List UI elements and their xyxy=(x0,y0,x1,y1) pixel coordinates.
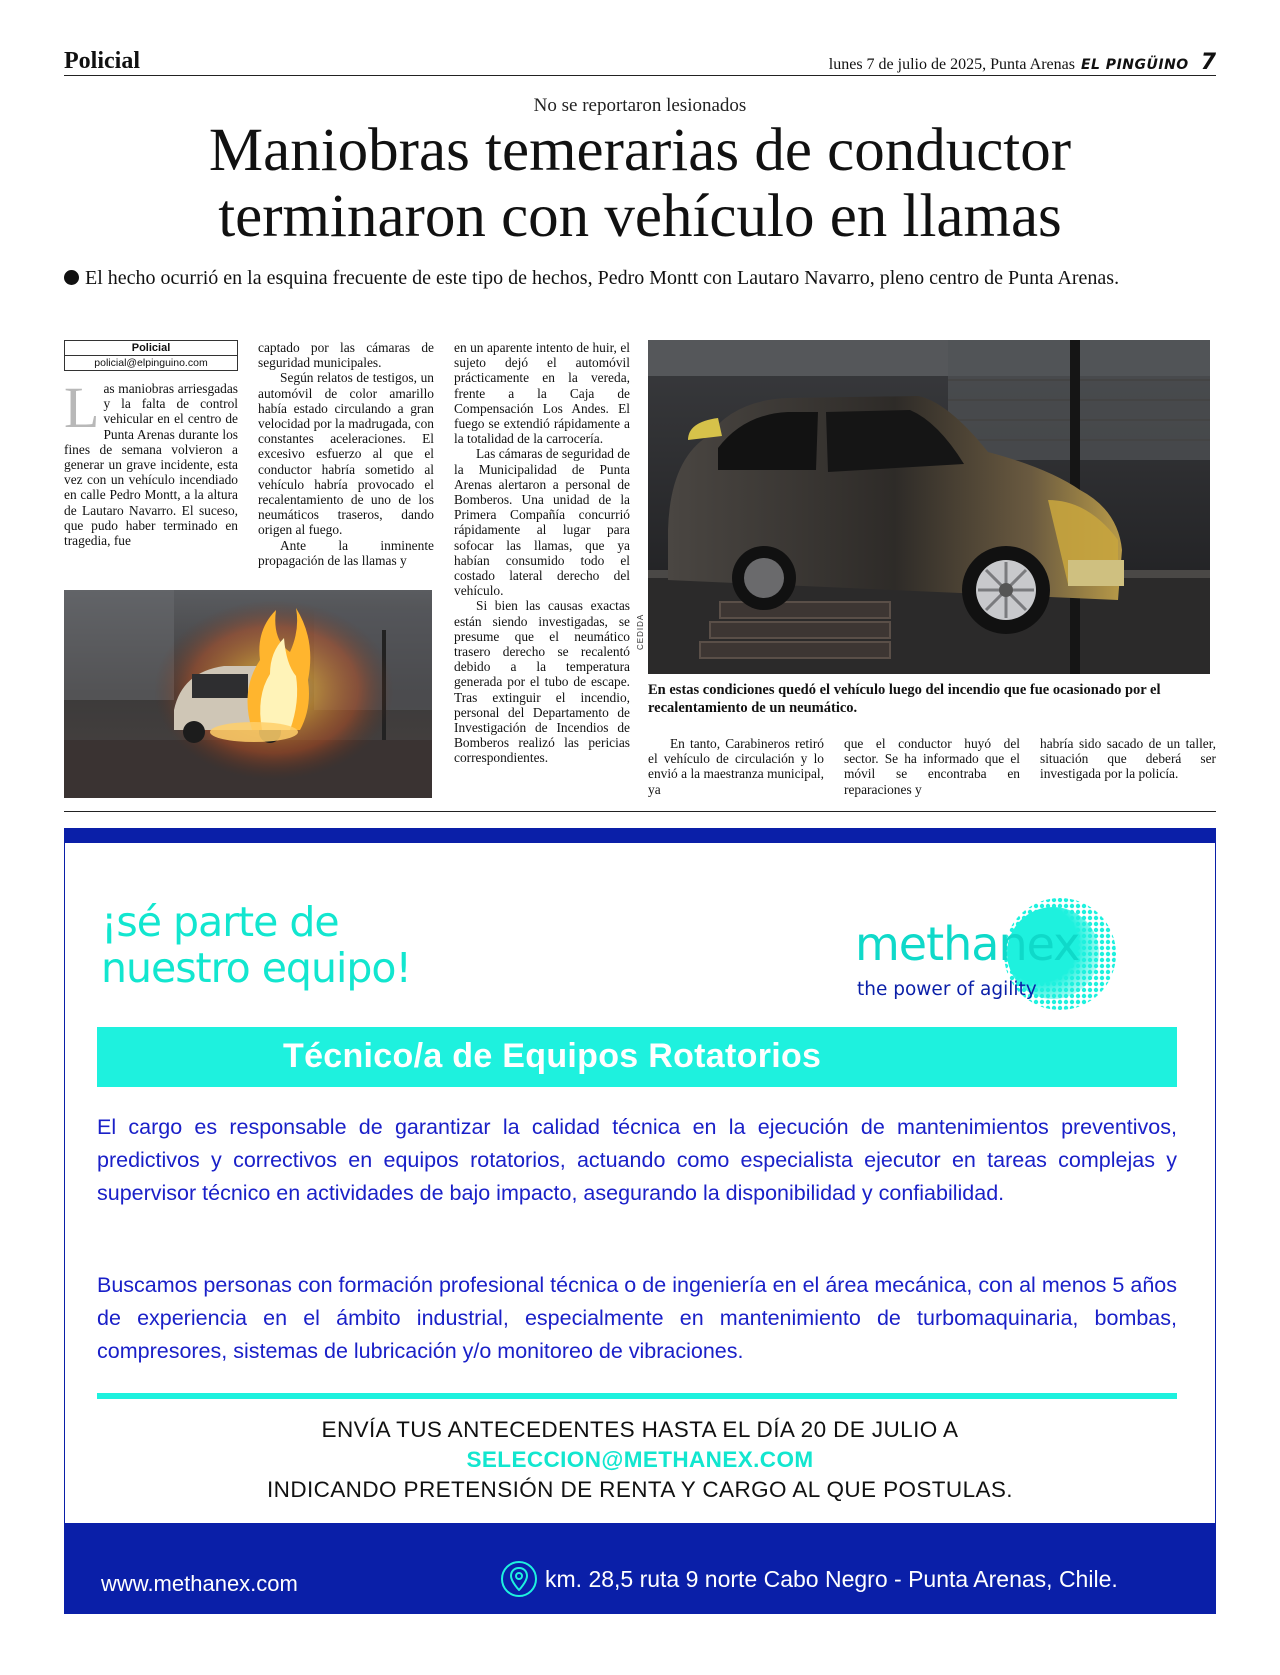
paragraph: En tanto, Carabineros retiró el vehículo de circulación y lo envió a la maestranza municipal, ya xyxy=(648,736,824,797)
issue-date: lunes 7 de julio de 2025, Punta Arenas xyxy=(828,56,1075,73)
cta-deadline: ENVÍA TUS ANTECEDENTES HASTA EL DÍA 20 DE JULIO A xyxy=(321,1417,959,1442)
article-column-1 xyxy=(64,340,238,548)
article-column-3 xyxy=(454,340,630,766)
drop-cap: L xyxy=(64,375,100,440)
article-column-5 xyxy=(844,736,1020,797)
divider xyxy=(64,811,1216,812)
article-headline xyxy=(64,118,1216,250)
job-description: El cargo es responsable de garantizar la calidad técnica en la ejecución de mantenimientos preventivos, predictivos y correctivos en equipos rotatorios, actuando como especialista ejecutor en tareas complejas y supervisor técnico en actividades de bajo impacto, asegurando la disponibilidad y confiabilidad. xyxy=(97,1115,1177,1205)
slogan-line-2: nuestro equipo! xyxy=(101,944,411,992)
paragraph-text: as maniobras arriesgadas y la falta de control vehicular en el centro de Punta Arenas durante los fines de semana volvieron a generar un grave incidente, esta vez con un vehículo incendiado en calle Pedro Montt, a la altura de Lautaro Navarro. El suceso, que pudo haber terminado en tragedia, fue xyxy=(64,381,238,549)
newspaper-name: EL PINGÜINO xyxy=(1080,57,1189,73)
website-link[interactable]: www.methanex.com xyxy=(101,1571,298,1596)
location-pin-icon xyxy=(501,1561,537,1597)
methanex-job-ad xyxy=(64,828,1216,1614)
job-title: Técnico/a de Equipos Rotatorios xyxy=(283,1037,822,1075)
paragraph: Las cámaras de seguridad de la Municipalidad de Punta Arenas alertaron a personal de Bomberos. Una unidad de la Primera Compañía concurrió rápidamente al lugar para sofocar las llamas, que ya habían consumido todo el costado lateral derecho del vehículo. xyxy=(454,446,630,599)
byline-email: policial@elpinguino.com xyxy=(94,357,208,369)
byline-section: Policial xyxy=(65,341,237,356)
article-lead xyxy=(64,266,1216,291)
paragraph: captado por las cámaras de seguridad municipales. xyxy=(258,340,434,371)
section-label: Policial xyxy=(64,48,140,74)
paragraph: habría sido sacado de un taller, situación que deberá ser investigada por la policía. xyxy=(1040,736,1216,782)
slogan-line-1: ¡sé parte de xyxy=(101,898,339,946)
cta-instructions: INDICANDO PRETENSIÓN DE RENTA Y CARGO AL QUE POSTULAS. xyxy=(267,1477,1013,1502)
article-column-2 xyxy=(258,340,434,568)
lead-text: El hecho ocurrió en la esquina frecuente de este tipo de hechos, Pedro Montt con Lautaro Navarro, pleno centro de Punta Arenas. xyxy=(85,267,1120,289)
byline-box xyxy=(64,340,238,371)
photo-caption: En estas condiciones quedó el vehículo luego del incendio que fue ocasionado por el recalentamiento de un neumático. xyxy=(648,682,1161,716)
cta-email-link[interactable]: SELECCION@METHANEX.COM xyxy=(466,1447,814,1472)
footer-location xyxy=(501,1561,1118,1597)
address-text: km. 28,5 ruta 9 norte Cabo Negro - Punta Arenas, Chile. xyxy=(545,1565,1118,1592)
ad-footer xyxy=(65,1523,1215,1614)
ad-slogan xyxy=(101,899,411,991)
header-meta xyxy=(829,50,1216,75)
paragraph: Si bien las causas exactas están siendo investigadas, se presume que el neumático trasero derecho se recalentó debido a la temperatura generada por el tubo de escape. Tras extinguir el incendio, personal del Departamento de Investigación de Incendios de Bomberos realizó las pericias correspondientes. xyxy=(454,598,630,766)
logo-wordmark: methanex xyxy=(855,917,1080,971)
page-number: 7 xyxy=(1200,50,1216,75)
article-column-4 xyxy=(648,736,824,797)
headline-line-1: Maniobras temerarias de conductor xyxy=(208,117,1072,184)
paragraph: en un aparente intento de huir, el sujeto dejó el automóvil prácticamente en la vereda, frente a la Caja de Compensación Los Andes. El fuego se extendió rápidamente a la totalidad de la carrocería. xyxy=(454,340,630,447)
photo-credit: CEDIDA xyxy=(636,613,645,650)
logo-tagline: the power of agility xyxy=(857,979,1037,1000)
photo-burnt-car xyxy=(648,340,1210,674)
headline-line-2: terminaron con vehículo en llamas xyxy=(218,183,1062,250)
article-column-6 xyxy=(1040,736,1216,782)
paragraph: Ante la inminente propagación de las llamas y xyxy=(258,537,434,568)
methanex-logo xyxy=(855,897,1155,1017)
paragraph: que el conductor huyó del sector. Se ha informado que el móvil se encontraba en reparaciones y xyxy=(844,736,1020,797)
page-header xyxy=(64,48,1216,76)
paragraph: Según relatos de testigos, un automóvil de color amarillo había estado circulando a gran velocidad por la madrugada, con constantes aceleraciones. El excesivo esfuerzo al que el conductor habría sometido al vehículo habría provocado el recalentamiento de uno de los neumáticos traseros, dando origen al fuego. xyxy=(258,370,434,538)
burnt-car-image xyxy=(648,340,1210,674)
divider xyxy=(97,1393,1177,1399)
job-title-banner xyxy=(97,1027,1177,1087)
paragraph xyxy=(64,375,238,549)
ad-top-bar xyxy=(65,829,1215,843)
burning-car-image xyxy=(64,590,432,798)
photo-car-burning xyxy=(64,590,432,798)
article-kicker: No se reportaron lesionados xyxy=(533,95,747,116)
job-requirements: Buscamos personas con formación profesional técnica o de ingeniería en el área mecánica, con al menos 5 años de experiencia en el ámbito industrial, especialmente en mantenimiento de turbomaquinaria, bombas, compresores, sistemas de lubricación y/o monitoreo de vibraciones. xyxy=(97,1273,1177,1363)
bullet-icon xyxy=(64,270,79,285)
